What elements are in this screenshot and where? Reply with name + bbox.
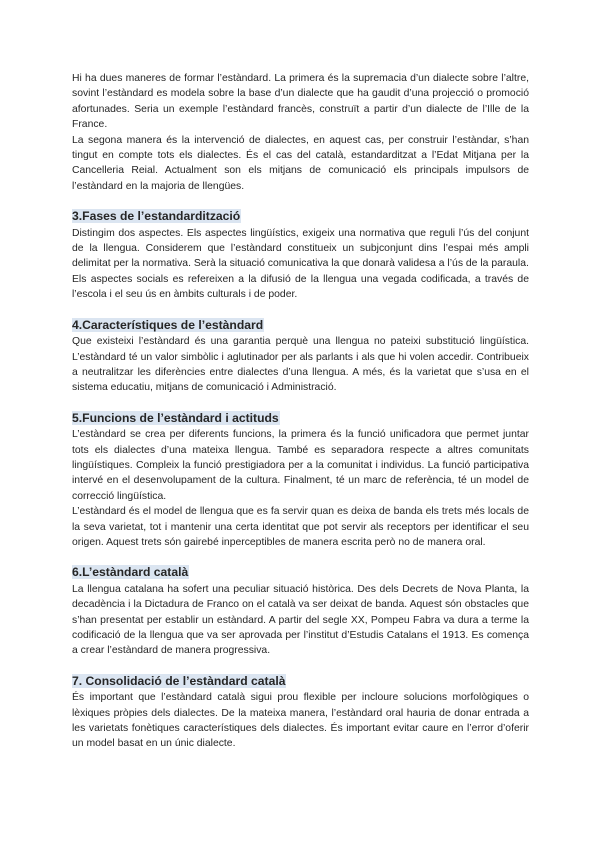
- section-caracteristiques: [72, 318, 529, 396]
- section-paragraph: Distingim dos aspectes. Els aspectes lingüístics, exigeix una normativa que reguli l’ús del conjunt de la llengua. Considerem que l’estàndard constitueix un subjconjunt dins l’espai més ampli delimitat per la normativa. Serà la situació comunicativa la que donarà validesa a l’ús de la paraula.: [72, 227, 529, 270]
- section-consolidacio: [72, 674, 529, 752]
- section-paragraph: L’estàndard és el model de llengua que es fa servir quan es deixa de banda els trets més locals de la seva varietat, tot i mantenir una certa identitat que pot servir als receptors per identificar el seu origen. Aquest trets són gairebé inperceptibles de manera escrita però no de manera oral.: [72, 506, 529, 548]
- section-heading: 7. Consolidació de l’estàndard català: [72, 673, 286, 688]
- section-paragraph: L’estàndard se crea per diferents funcions, la primera és la funció unificadora que permet juntar tots els dialectes d’una mateixa llengua. També es separadora respecte a altres comunitats lingüístiques. Compleix la funció prestigiadora per a la comunitat i individus. La funció participativa intervé en el desenvolupament de la cultura. Finalment, té un marc de referència, té un model de correcció lingüística.: [72, 429, 529, 502]
- section-paragraph: Que existeixi l’estàndard és una garantia perquè una llengua no pateixi substitució lingüística. L’estàndard té un valor simbòlic i aglutinador per als parlants i als que hi volen accedir. Contribueix a neutralitzar les diferències entre dialectes d’una llengua. A més, és la varietat que s’usa en el sistema educatiu, mitjans de comunicació i Administració.: [72, 336, 529, 394]
- section-paragraph: És important que l’estàndard català sigui prou flexible per incloure solucions morfològiques o lèxiques pròpies dels dialectes. De la mateixa manera, l’estàndard oral hauria de donar entrada a les varietats fonètiques característiques dels dialectes. És important evitar caure en l’error d’oferir un model basat en un únic dialecte.: [72, 692, 529, 750]
- section-paragraph: La llengua catalana ha sofert una peculiar situació històrica. Des dels Decrets de Nova Planta, la decadència i la Dictadura de Franco on el català va ser deixat de banda. Aquest són obstacles que s’han presentat per establir un estàndard. A partir del segle XX, Pompeu Fabra va dura a terme la codificació de la llengua que va ser aprovada per l’institut d’Estudis Catalans el 1913. Es començа a crear l’estàndard de manera progressiva.: [72, 583, 529, 657]
- intro-paragraph-2: La segona manera és la intervenció de dialectes, en aquest cas, per construir l’estàndar, s’han tingut en compte tots els dialectes. És el cas del català, estandarditzat a l’Edat Mitjana per la Cancelleria Reial. Actualment son els mitjans de comunicació els principals impulsors de l’estàndard en la majoria de llengües.: [72, 134, 529, 192]
- section-funcions: [72, 411, 529, 551]
- section-heading: 5.Funcions de l’estàndard i actituds: [72, 410, 279, 425]
- section-fases: [72, 209, 529, 302]
- section-heading: 4.Característiques de l’estàndard: [72, 317, 264, 332]
- section-estandard-catala: [72, 565, 529, 658]
- section-heading: 3.Fases de l’estandardització: [72, 209, 241, 224]
- section-paragraph: Els aspectes socials es refereixen a la difusió de la llengua una vegada codificada, a través de l’escola i el seu ús en àmbits culturals i de poder.: [72, 273, 529, 301]
- document-page: [72, 71, 529, 752]
- intro-paragraph-1: Hi ha dues maneres de formar l’estàndard. La primera és la supremacia d’un dialecte sobre l’altre, sovint l’estàndard es modela sobre la base d’un dialecte que ha gaudit d’una projecció o promoció afortunades. Seria un exemple l’estàndard francès, construït a partir d’un dialecte de l’Ille de la France.: [72, 73, 529, 131]
- section-heading: 6.L’estàndard català: [72, 565, 189, 580]
